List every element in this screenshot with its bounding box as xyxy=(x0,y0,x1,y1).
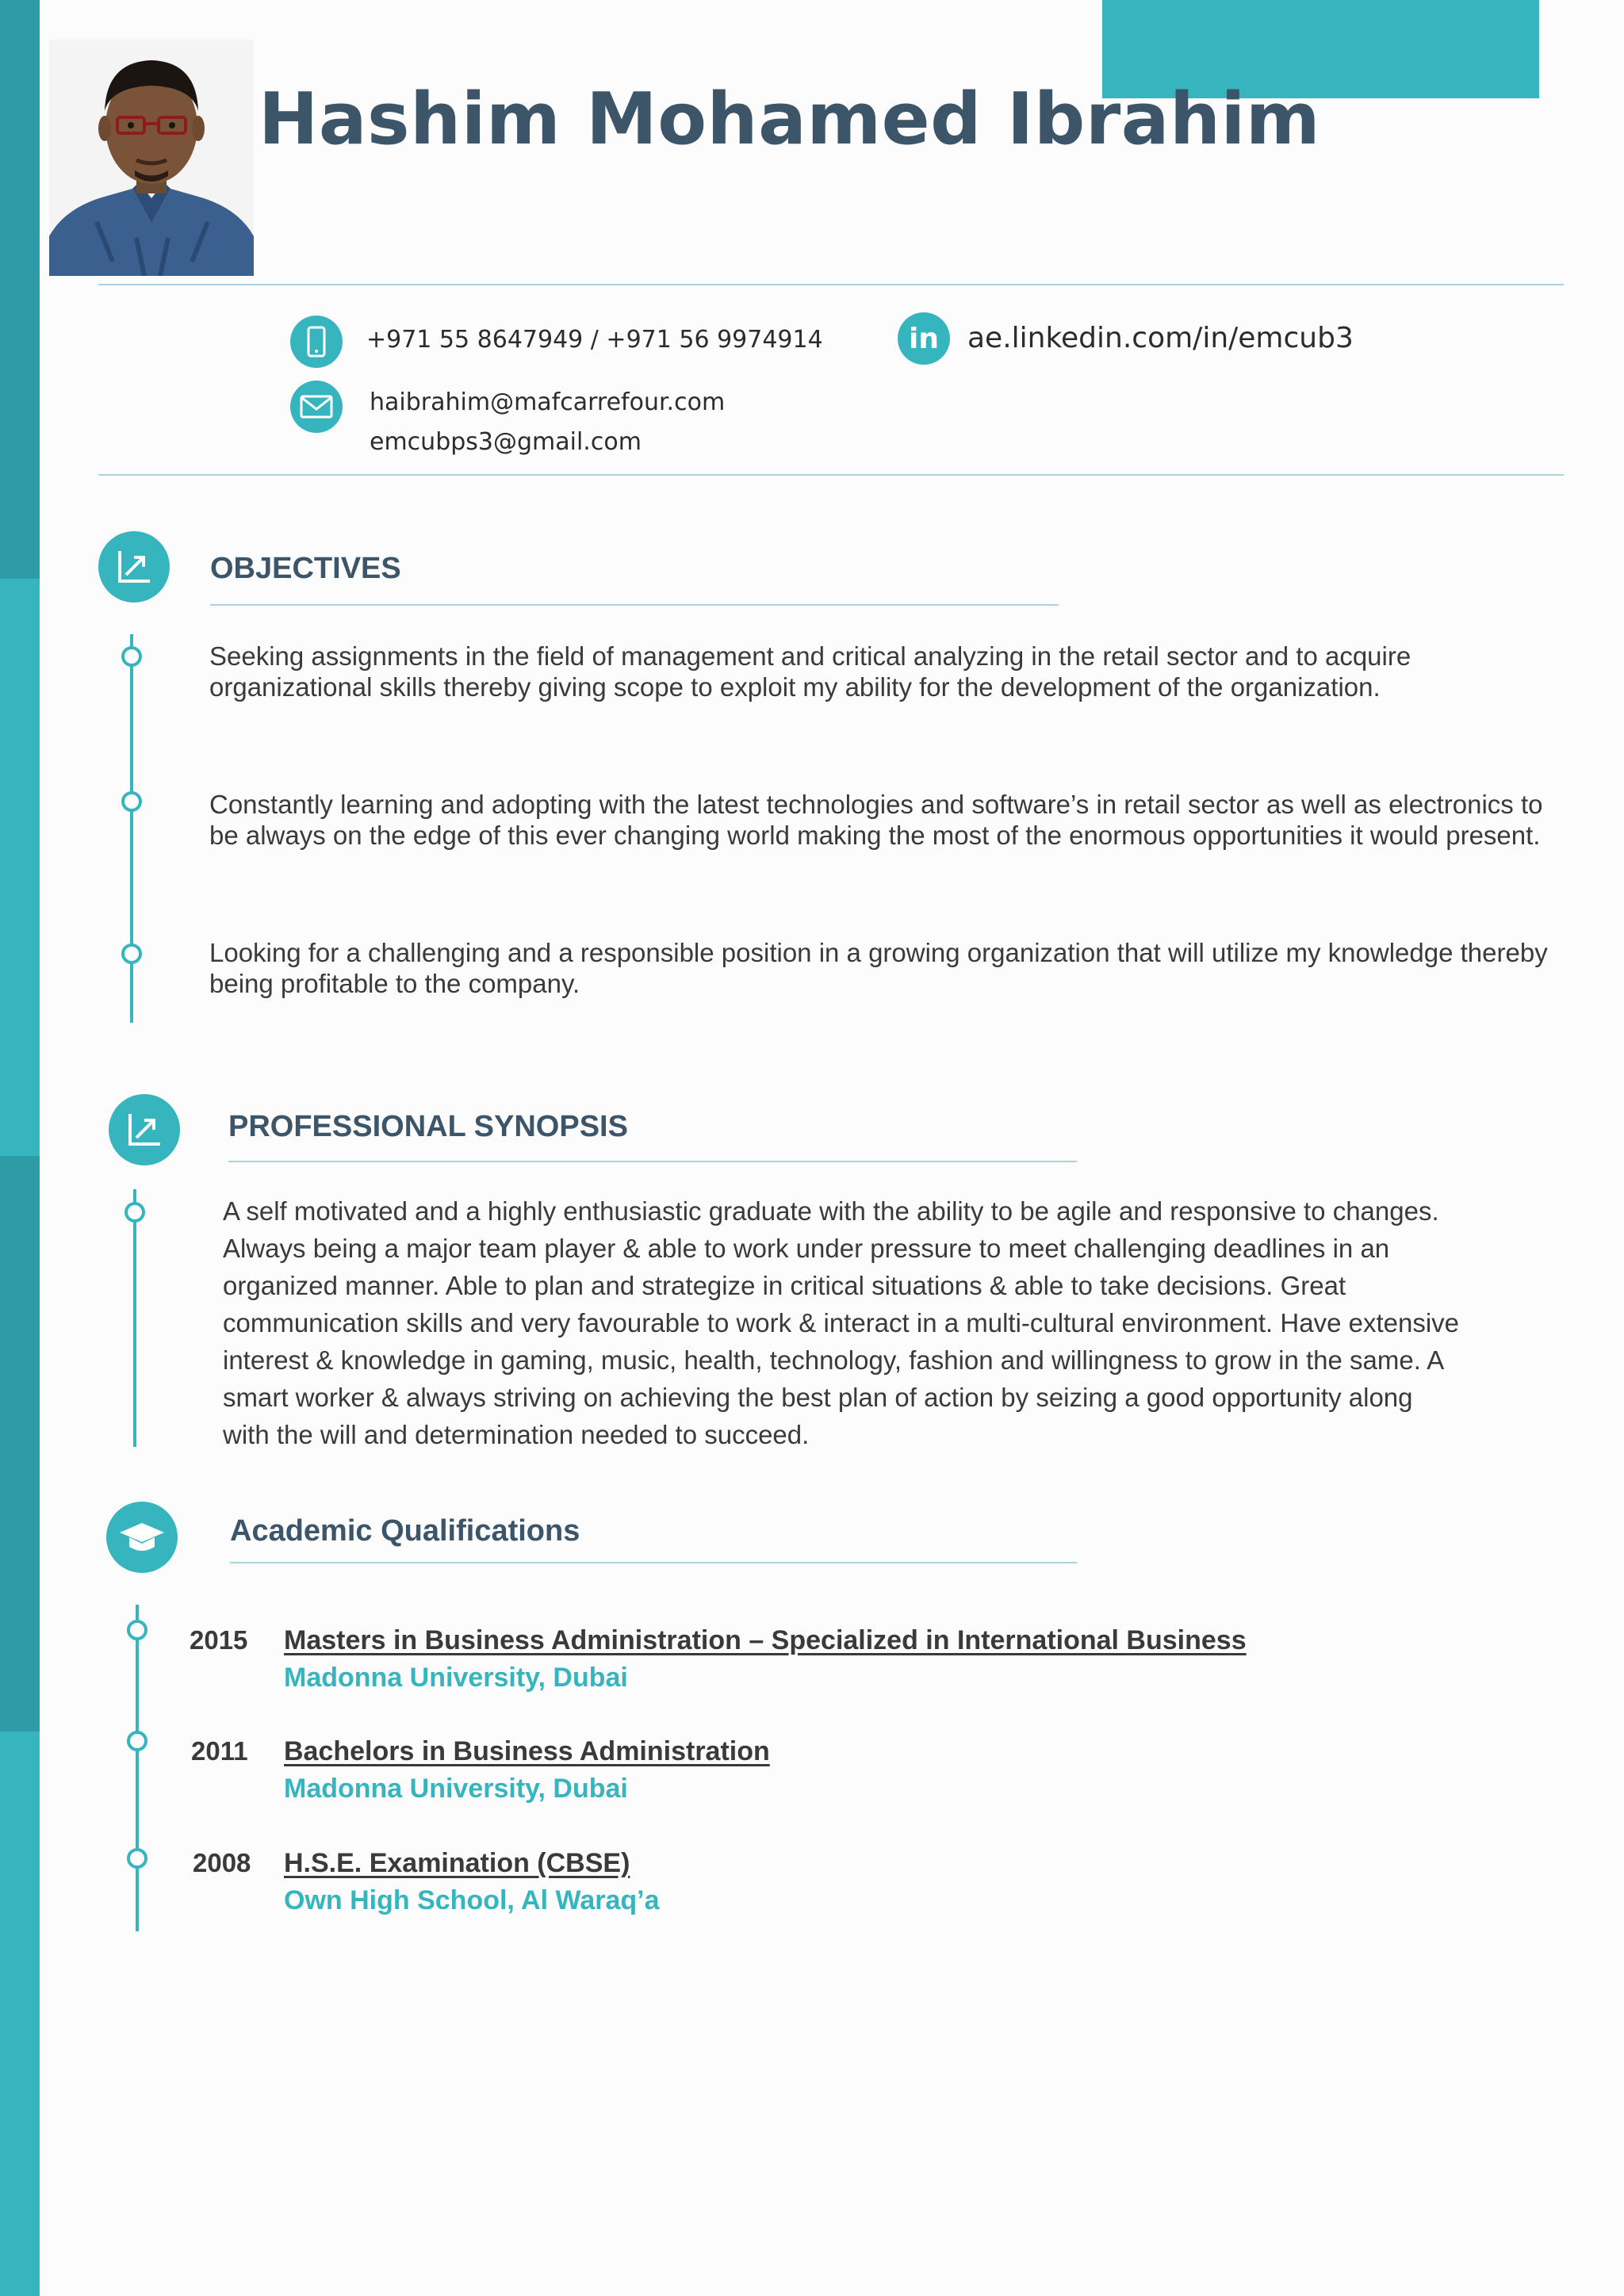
qualification-year: 2011 xyxy=(191,1736,248,1766)
email-primary[interactable]: haibrahim@mafcarrefour.com xyxy=(370,388,726,416)
timeline-node xyxy=(121,646,142,667)
timeline-node xyxy=(127,1731,147,1751)
academics-section-icon xyxy=(106,1502,178,1573)
header-divider-bottom xyxy=(98,474,1564,476)
linkedin-icon-text: in xyxy=(909,322,939,355)
objective-item-1: Seeking assignments in the field of management and critical analyzing in the retail sector and to acquire organizational skills thereby giving scope to exploit my ability for the development of the organization. xyxy=(209,641,1411,702)
trend-chart-icon xyxy=(113,546,155,587)
left-stripe-lower-mid xyxy=(0,1156,40,1732)
qualification-school: Madonna University, Dubai xyxy=(284,1774,628,1804)
academics-title-rule xyxy=(230,1562,1077,1563)
graduation-cap-icon xyxy=(118,1520,166,1555)
timeline-node xyxy=(127,1620,147,1640)
email-secondary[interactable]: emcubps3@gmail.com xyxy=(370,428,642,456)
synopsis-timeline xyxy=(133,1189,136,1447)
synopsis-section-icon xyxy=(109,1094,180,1165)
synopsis-title-rule xyxy=(228,1161,1077,1162)
qualification-year: 2008 xyxy=(193,1848,251,1877)
timeline-node xyxy=(124,1202,145,1223)
academics-title: Academic Qualifications xyxy=(230,1514,580,1548)
trend-chart-icon xyxy=(124,1109,165,1150)
profile-photo xyxy=(49,40,254,276)
mail-icon xyxy=(290,381,343,433)
qualification-degree: H.S.E. Examination (CBSE) xyxy=(284,1848,630,1878)
header-divider-top xyxy=(98,284,1564,285)
left-stripe-upper-mid xyxy=(0,579,40,1156)
timeline-node xyxy=(121,943,142,964)
linkedin-icon[interactable] xyxy=(898,312,950,365)
objective-item-3: Looking for a challenging and a responsible position in a growing organization that will utilize my knowledge thereby being profitable to the company. xyxy=(209,938,1548,998)
academics-timeline xyxy=(136,1605,139,1931)
candidate-name: Hashim Mohamed Ibrahim xyxy=(259,78,1321,161)
qualification-year: 2015 xyxy=(190,1625,248,1655)
left-stripe-bottom xyxy=(0,1732,40,2296)
left-stripe-top xyxy=(0,0,40,579)
objective-item-2: Constantly learning and adopting with the latest technologies and software’s in retail sector as well as electronics to be always on the edge of this ever changing world making the most of the enormous opportunities it would present. xyxy=(209,790,1543,850)
objectives-title-rule xyxy=(210,604,1059,606)
qualification-school: Own High School, Al Waraq’a xyxy=(284,1885,660,1915)
qualification-school: Madonna University, Dubai xyxy=(284,1663,628,1693)
timeline-node xyxy=(127,1848,147,1869)
synopsis-title: PROFESSIONAL SYNOPSIS xyxy=(228,1110,628,1143)
objectives-title: OBJECTIVES xyxy=(210,552,401,585)
phone-icon xyxy=(290,316,343,368)
phone-numbers: +971 55 8647949 / +971 56 9974914 xyxy=(366,326,823,354)
objectives-timeline xyxy=(130,634,133,1023)
objectives-section-icon xyxy=(98,531,170,603)
qualification-degree: Bachelors in Business Administration xyxy=(284,1736,770,1766)
qualification-degree: Masters in Business Administration – Specialized in International Business xyxy=(284,1625,1247,1655)
linkedin-url[interactable]: ae.linkedin.com/in/emcub3 xyxy=(967,322,1354,354)
timeline-node xyxy=(121,791,142,812)
synopsis-text: A self motivated and a highly enthusiastic graduate with the ability to be agile and responsive to changes. Always being a major team player & able to work under pressure to meet challenging deadlines in an organized manner. Able to plan and strategize in critical situations & able to take decisions. Great communication skills and very favourable to work & interact in a multi-cultural environment. Have extensive interest & knowledge in gaming, music, health, technology, fashion and willingness to grow in the same. A smart worker & always striving on achieving the best plan of action by seizing a good opportunity along with the will and determination needed to succeed. xyxy=(223,1196,1460,1449)
